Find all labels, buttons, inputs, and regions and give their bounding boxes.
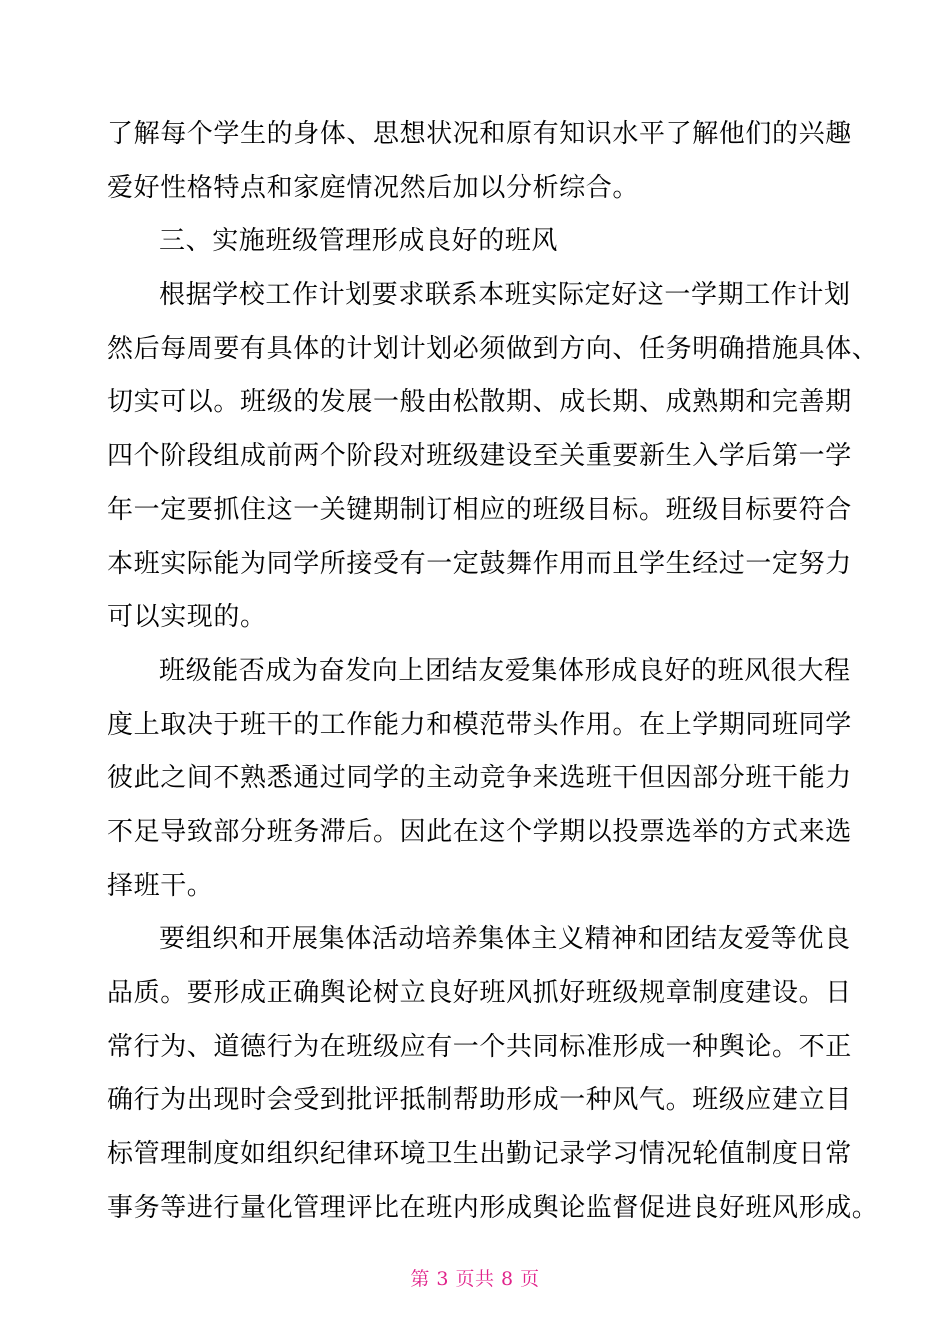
text-line-7: 四个阶段组成前两个阶段对班级建设至关重要新生入学后第一学 <box>107 441 852 472</box>
text-line-12: 度上取决于班干的工作能力和模范带头作用。在上学期同班同学 <box>107 709 852 740</box>
text-line-18: 常行为、道德行为在班级应有一个共同标准形成一种舆论。不正 <box>107 1031 852 1062</box>
text-line-11: 班级能否成为奋发向上团结友爱集体形成良好的班风很大程 <box>159 655 851 686</box>
page-number-footer: 第 3 页共 8 页 <box>410 1268 540 1290</box>
text-line-21: 事务等进行量化管理评比在班内形成舆论监督促进良好班风形成。 <box>107 1192 879 1223</box>
text-line-19: 确行为出现时会受到批评抵制帮助形成一种风气。班级应建立目 <box>107 1085 852 1116</box>
text-line-1: 了解每个学生的身体、思想状况和原有知识水平了解他们的兴趣 <box>107 119 852 149</box>
text-line-8: 年一定要抓住这一关键期制订相应的班级目标。班级目标要符合 <box>107 494 852 525</box>
text-line-6: 切实可以。班级的发展一般由松散期、成长期、成熟期和完善期 <box>107 387 852 418</box>
document-body <box>107 108 879 1235</box>
text-line-15: 择班干。 <box>107 870 214 901</box>
text-line-14: 不足导致部分班务滞后。因此在这个学期以投票选举的方式来选 <box>107 816 852 847</box>
text-line-5: 然后每周要有具体的计划计划必须做到方向、任务明确措施具体、 <box>107 333 879 364</box>
text-line-4: 根据学校工作计划要求联系本班实际定好这一学期工作计划 <box>159 280 851 311</box>
section-heading: 三、实施班级管理形成良好的班风 <box>159 226 559 257</box>
text-line-9: 本班实际能为同学所接受有一定鼓舞作用而且学生经过一定努力 <box>107 548 852 579</box>
text-line-20: 标管理制度如组织纪律环境卫生出勤记录学习情况轮值制度日常 <box>107 1139 852 1170</box>
text-line-17: 品质。要形成正确舆论树立良好班风抓好班级规章制度建设。日 <box>107 978 852 1008</box>
text-line-16: 要组织和开展集体活动培养集体主义精神和团结友爱等优良 <box>159 924 851 955</box>
text-line-2: 爱好性格特点和家庭情况然后加以分析综合。 <box>107 172 640 203</box>
text-line-13: 彼此之间不熟悉通过同学的主动竞争来选班干但因部分班干能力 <box>107 763 852 794</box>
text-line-10: 可以实现的。 <box>107 602 267 633</box>
